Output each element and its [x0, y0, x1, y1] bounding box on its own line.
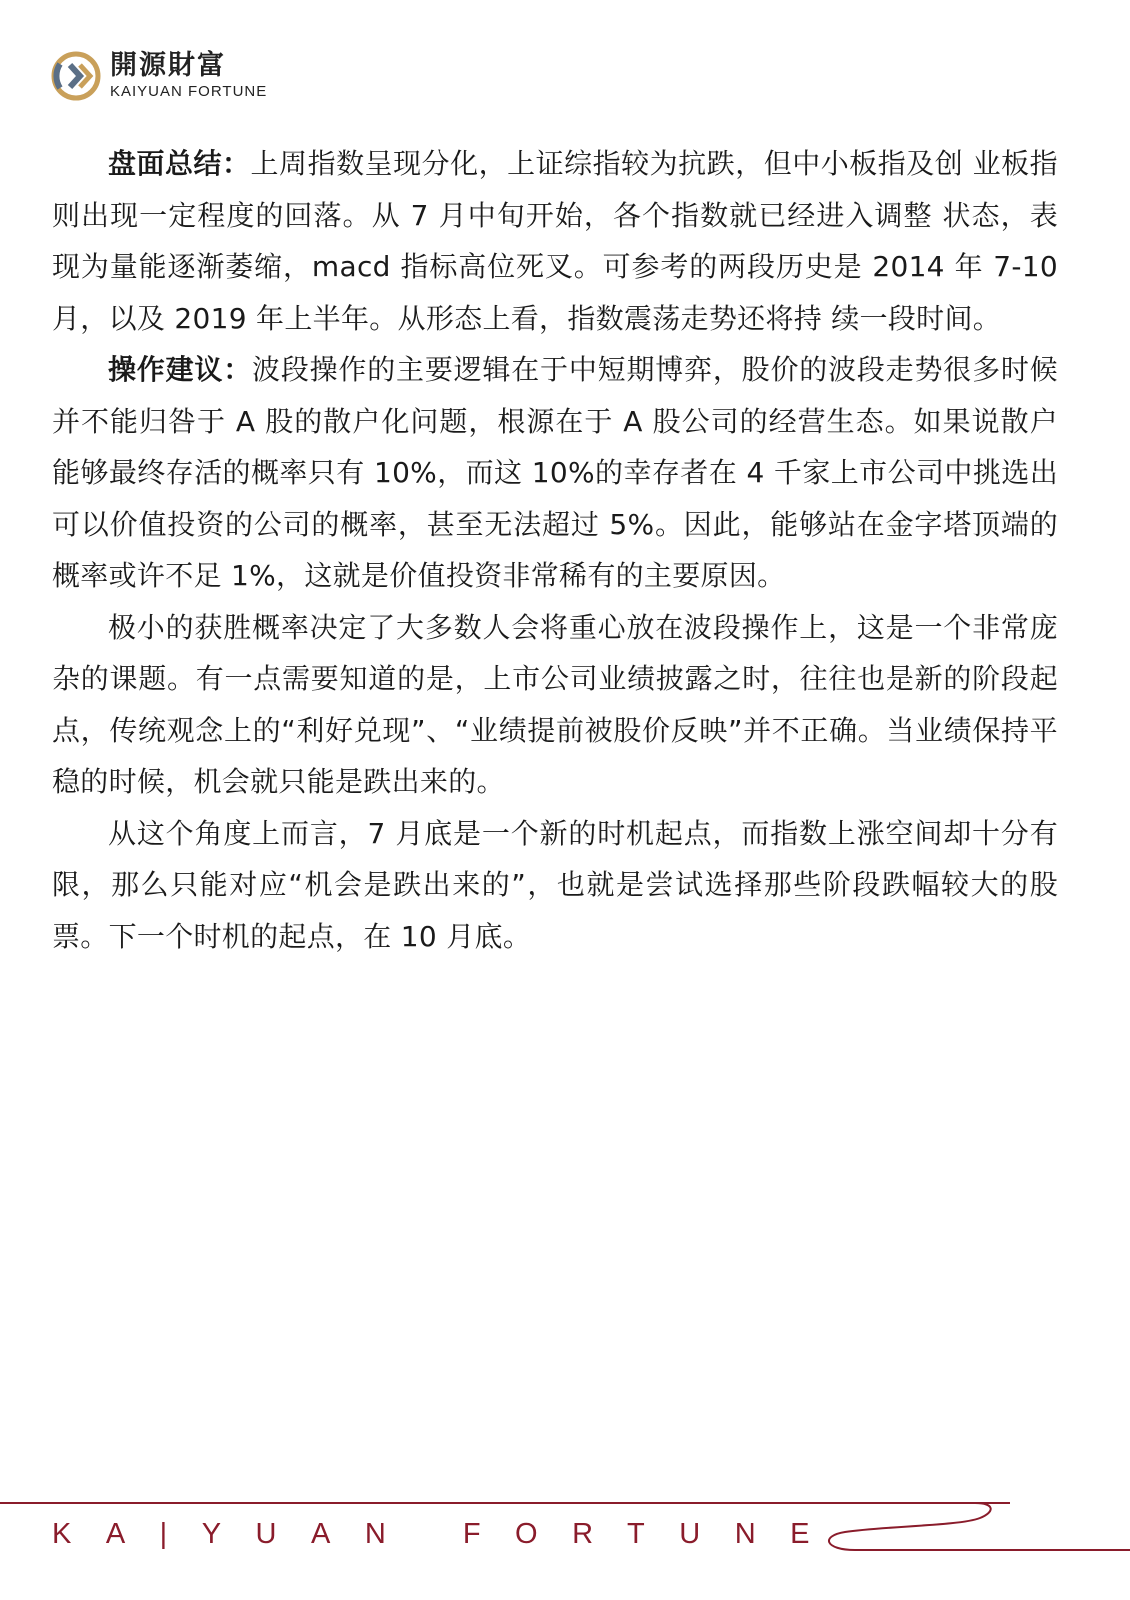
paragraph-lead: 操作建议：: [108, 353, 253, 386]
paragraph-operation-advice: [52, 344, 1058, 602]
paragraph-text: 从这个角度上而言，7 月底是一个新的时机起点，而指数上涨空间却十分有限，那么只能对应“机会是跌出来的”，也就是尝试选择那些阶段跌幅较大的股票。下一个时机的起点，在 10 月底。: [52, 816, 1058, 953]
paragraph-text: 上周指数呈现分化，上证综指较为抗跌，但中小板指及创 业板指则出现一定程度的回落。从 7 月中旬开始，各个指数就已经进入调整 状态，表现为量能逐渐萎缩，macd 指标高位死叉。可参考的两段历史是 2014 年 7-10 月，以及 2019 年上半年。从形态上看，指数震荡走势还将持 续一段时间。: [52, 147, 1058, 335]
logo-text: [110, 51, 267, 101]
paragraph-probability: [52, 602, 1058, 808]
paragraph-text: 极小的获胜概率决定了大多数人会将重心放在波段操作上，这是一个非常庞杂的课题。有一点需要知道的是，上市公司业绩披露之时，往往也是新的阶段起点，传统观念上的“利好兑现”、“业绩提前被股价反映”并不正确。当业绩保持平稳的时候，机会就只能是跌出来的。: [52, 610, 1058, 798]
logo-chinese-name: 開源財富: [110, 50, 226, 81]
footer-swoosh-decoration: [825, 1502, 1130, 1552]
paragraph-timing: [52, 808, 1058, 963]
header: [50, 48, 267, 104]
footer-brand-text: KA|YUAN FORTUNE: [52, 1518, 844, 1550]
paragraph-lead: 盘面总结：: [108, 147, 251, 180]
kaiyuan-logo-icon: [50, 50, 102, 102]
article-body: [52, 138, 1058, 962]
paragraph-text: 波段操作的主要逻辑在于中短期博弈，股价的波段走势很多时候并不能归咎于 A 股的散户化问题，根源在于 A 股公司的经营生态。如果说散户能够最终存活的概率只有 10%，而这 10%的幸存者在 4 千家上市公司中挑选出可以价值投资的公司的概率，甚至无法超过 5%。因此，能够站在金字塔顶端的概率或许不足 1%，这就是价值投资非常稀有的主要原因。: [52, 353, 1058, 592]
paragraph-market-summary: [52, 138, 1058, 344]
logo-english-name: KAIYUAN FORTUNE: [110, 83, 268, 100]
